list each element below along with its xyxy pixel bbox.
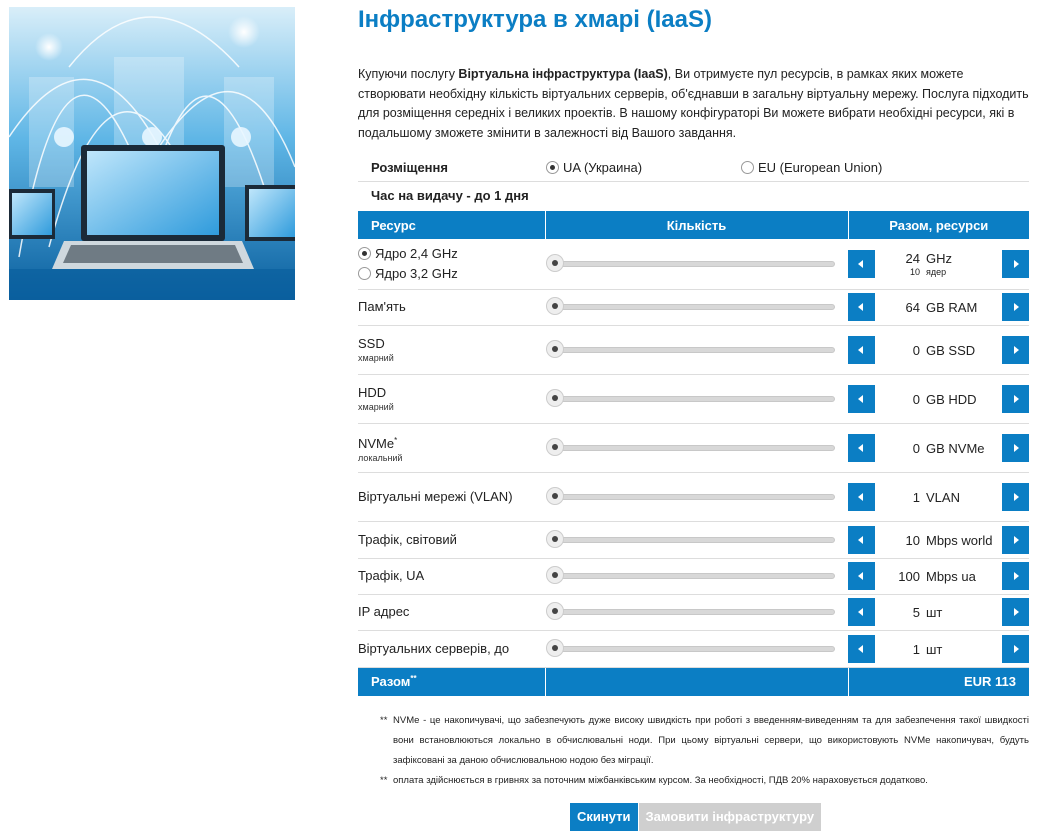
resource-label-cell (358, 558, 545, 594)
arrow-right-icon[interactable] (1002, 336, 1029, 364)
intro-text (358, 65, 1029, 143)
table-row (358, 558, 1029, 594)
placement-option-eu[interactable] (741, 160, 882, 175)
cpu-option-32[interactable] (358, 265, 545, 283)
arrow-right-icon[interactable] (1002, 385, 1029, 413)
total-label: Разом (371, 674, 411, 689)
cpu-stepper (848, 250, 1029, 278)
resource-slider[interactable] (546, 487, 835, 507)
slider-track[interactable] (554, 494, 835, 500)
resource-label-cell (358, 325, 545, 374)
resource-stepper (848, 598, 1029, 626)
resource-label-cell (358, 374, 545, 423)
intro-bold: Віртуальна інфраструктура (IaaS) (458, 67, 668, 81)
resource-table (358, 211, 1029, 696)
resource-sub: хмарний (358, 402, 394, 412)
slider-track[interactable] (554, 261, 835, 267)
resource-stepper (848, 483, 1029, 511)
arrow-left-icon[interactable] (848, 434, 875, 462)
slider-handle[interactable] (546, 639, 564, 657)
table-row (358, 325, 1029, 374)
total-cell (848, 472, 1029, 521)
arrow-right-icon[interactable] (1002, 483, 1029, 511)
resource-slider[interactable] (546, 438, 835, 458)
arrow-left-icon[interactable] (848, 250, 875, 278)
placement-option-label: UA (Украина) (563, 160, 643, 175)
delivery-time: Час на видачу - до 1 дня (371, 188, 529, 203)
cpu-cores-unit: ядер (926, 266, 947, 277)
resource-unit: шт (926, 605, 943, 620)
slider-track[interactable] (554, 573, 835, 579)
cpu-cores-value: 10 (909, 266, 920, 277)
total-cell (848, 558, 1029, 594)
resource-sup: * (394, 435, 398, 445)
resource-stepper (848, 526, 1029, 554)
arrow-right-icon[interactable] (1002, 250, 1029, 278)
resource-label-cell (358, 521, 545, 558)
resource-value: 0 (912, 440, 920, 456)
radio-empty-icon[interactable] (741, 161, 754, 174)
resource-unit: Mbps ua (926, 569, 976, 584)
resource-label-cell (358, 423, 545, 472)
resource-value: 10 (905, 532, 920, 548)
resource-value: 0 (912, 391, 920, 407)
resource-stepper (848, 562, 1029, 590)
resource-slider[interactable] (546, 389, 835, 409)
resource-value: 64 (905, 300, 920, 315)
resource-label: Віртуальних серверів, до (358, 640, 510, 656)
resource-stepper (848, 385, 1029, 413)
resource-unit: GB SSD (926, 342, 976, 358)
resource-label: Трафік, світовий (358, 531, 457, 547)
intro-prefix: Купуючи послугу (358, 67, 459, 81)
placement-label: Розміщення (371, 160, 448, 175)
resource-value: 1 (912, 489, 920, 505)
order-button[interactable]: Замовити інфраструктуру (639, 803, 822, 831)
arrow-left-icon[interactable] (848, 385, 875, 413)
resource-stepper (848, 635, 1029, 663)
total-cell (848, 594, 1029, 630)
table-row (358, 594, 1029, 630)
radio-selected-icon[interactable] (358, 247, 371, 260)
resource-unit: GB RAM (926, 300, 978, 315)
arrow-right-icon[interactable] (1002, 293, 1029, 321)
reset-button[interactable]: Скинути (570, 803, 638, 831)
slider-handle[interactable] (546, 566, 564, 584)
cpu-value: 24 (905, 250, 920, 266)
arrow-left-icon[interactable] (848, 598, 875, 626)
resource-label: Пам'ять (358, 299, 406, 314)
cpu-option-label: Ядро 2,4 GHz (375, 245, 458, 261)
slider-cell (545, 594, 848, 630)
resource-label-cell (358, 289, 545, 325)
resource-label: NVMe (358, 435, 395, 451)
resource-slider[interactable] (546, 566, 835, 586)
cpu-option-24[interactable] (358, 245, 545, 263)
arrow-left-icon[interactable] (848, 526, 875, 554)
cpu-unit: GHz (926, 250, 952, 266)
total-sup: ** (410, 674, 417, 683)
resource-unit: GB HDD (926, 391, 977, 407)
resource-sub: хмарний (358, 353, 394, 363)
arrow-left-icon[interactable] (848, 293, 875, 321)
header-total: Разом, ресурси (848, 211, 1029, 239)
placement-option-ua[interactable] (546, 160, 642, 175)
intro-rest: , Ви отримуєте пул ресурсів, в рамках яких можете створювати необхідну кількість віртуальних серверів, об'єднавши в загальну віртуальну мережу. Послуга підходить для розміщення середніх і великих проектів. В нашому конфігураторі Ви можете вибрати необхідні ресурси, які в подальшому зможете змінити в залежності від Вашого завдання. (358, 67, 1029, 140)
slider-track[interactable] (554, 609, 835, 615)
arrow-right-icon[interactable] (1002, 434, 1029, 462)
slider-track[interactable] (554, 396, 835, 402)
hero-image (9, 7, 295, 300)
slider-cell (545, 558, 848, 594)
total-cell (848, 630, 1029, 667)
resource-value: 0 (912, 342, 920, 358)
arrow-right-icon[interactable] (1002, 526, 1029, 554)
resource-slider[interactable] (546, 602, 835, 622)
radio-empty-icon[interactable] (358, 267, 371, 280)
resource-label: HDD (358, 385, 387, 400)
resource-stepper (848, 293, 1029, 321)
total-cell (848, 521, 1029, 558)
slider-cell (545, 239, 848, 289)
arrow-left-icon[interactable] (848, 483, 875, 511)
total-cell (848, 325, 1029, 374)
footnotes (380, 711, 1029, 791)
footnote-mark: ** (380, 775, 388, 786)
slider-handle[interactable] (546, 340, 564, 358)
slider-cell (545, 423, 848, 472)
table-row (358, 289, 1029, 325)
slider-handle[interactable] (546, 530, 564, 548)
cloud-laptop-illustration (9, 7, 295, 300)
slider-cell (545, 325, 848, 374)
total-cell (848, 289, 1029, 325)
slider-cell (545, 472, 848, 521)
action-buttons (570, 803, 821, 831)
footnote-nvme (380, 711, 1029, 771)
slider-track[interactable] (554, 445, 835, 451)
resource-label: Віртуальні мережі (VLAN) (358, 488, 513, 504)
resource-unit: GB NVMe (926, 440, 985, 456)
total-row (358, 667, 1029, 696)
table-row (358, 472, 1029, 521)
resource-slider[interactable] (546, 530, 835, 550)
total-label-cell (358, 667, 545, 696)
cpu-option-label: Ядро 3,2 GHz (375, 265, 458, 281)
table-row (358, 374, 1029, 423)
placement-option-label: EU (European Union) (758, 160, 883, 175)
slider-handle[interactable] (546, 389, 564, 407)
resource-slider[interactable] (546, 639, 835, 659)
header-resource: Ресурс (358, 211, 545, 239)
resource-sub: локальний (358, 452, 403, 463)
table-row (358, 630, 1029, 667)
slider-track[interactable] (554, 347, 835, 353)
slider-track[interactable] (554, 304, 835, 310)
slider-cell (545, 374, 848, 423)
table-row (358, 423, 1029, 472)
slider-cell (545, 521, 848, 558)
page-title: Інфраструктура в хмарі (IaaS) (358, 6, 712, 33)
slider-track[interactable] (554, 537, 835, 543)
slider-handle[interactable] (546, 602, 564, 620)
resource-stepper (848, 434, 1029, 462)
slider-handle[interactable] (546, 297, 564, 315)
slider-handle[interactable] (546, 254, 564, 272)
arrow-right-icon[interactable] (1002, 635, 1029, 663)
total-cell (848, 239, 1029, 289)
resource-stepper (848, 336, 1029, 364)
arrow-left-icon[interactable] (848, 635, 875, 663)
cpu-slider[interactable] (546, 254, 835, 274)
resource-value: 1 (912, 641, 920, 657)
total-empty-cell (545, 667, 848, 696)
resource-label-cell (358, 630, 545, 667)
resource-slider[interactable] (546, 297, 835, 317)
resource-value: 5 (912, 605, 920, 620)
resource-label: Трафік, UA (358, 568, 425, 583)
placement-row (358, 154, 1029, 182)
slider-cell (545, 289, 848, 325)
arrow-right-icon[interactable] (1002, 562, 1029, 590)
total-value: EUR 113 (848, 667, 1029, 696)
total-cell (848, 374, 1029, 423)
resource-label-cell (358, 472, 545, 521)
cpu-options (358, 239, 545, 289)
footnote-payment (380, 771, 1029, 791)
footnote-text: оплата здійснюється в гривнях за поточним міжбанківським курсом. За необхідності, ПДВ 20% нараховується додатково. (393, 775, 928, 786)
resource-unit: VLAN (926, 489, 960, 505)
total-cell (848, 423, 1029, 472)
resource-label: IP адрес (358, 604, 410, 619)
table-row-cpu (358, 239, 1029, 289)
radio-selected-icon[interactable] (546, 161, 559, 174)
arrow-left-icon[interactable] (848, 336, 875, 364)
resource-unit: шт (926, 641, 943, 657)
resource-slider[interactable] (546, 340, 835, 360)
header-quantity: Кількість (545, 211, 848, 239)
arrow-right-icon[interactable] (1002, 598, 1029, 626)
footnote-text: NVMe - це накопичувачі, що забезпечують дуже високу швидкість при роботі з введенням-виведенням та для забезпечення такої швидкості вони встановлюються локально в обчислювальні ноди. При цьому віртуальні сервери, що використовують NVMe накопичувач, будуть зафіксовані за даною обчислювальною нодою без міграції. (393, 715, 1029, 766)
slider-track[interactable] (554, 646, 835, 652)
table-row (358, 521, 1029, 558)
arrow-left-icon[interactable] (848, 562, 875, 590)
resource-unit: Mbps world (926, 532, 993, 548)
footnote-mark: ** (380, 715, 388, 726)
resource-label: SSD (358, 336, 385, 351)
resource-value: 100 (898, 569, 920, 584)
resource-label-cell (358, 594, 545, 630)
slider-cell (545, 630, 848, 667)
slider-handle[interactable] (546, 487, 564, 505)
slider-handle[interactable] (546, 438, 564, 456)
table-header (358, 211, 1029, 239)
